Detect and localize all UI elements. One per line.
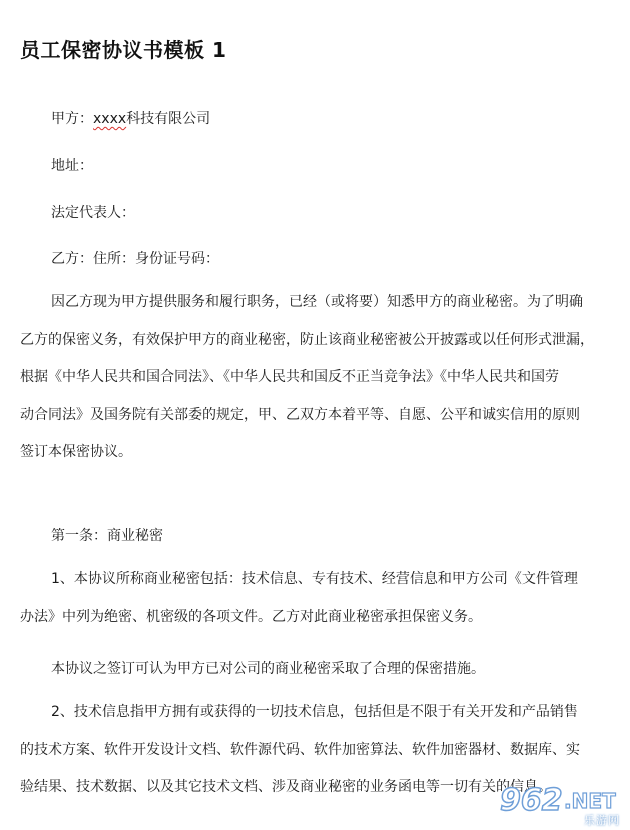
paragraph-line: 的技术方案、软件开发设计文档、软件源代码、软件加密算法、软件加密器材、数据库、实 (20, 741, 580, 758)
party-a-name-placeholder: xxxx (93, 111, 127, 127)
paragraph-line: 2、技术信息指甲方拥有或获得的一切技术信息，包括但是不限于有关开发和产品销售 (51, 704, 578, 720)
party-a-label: 甲方： (51, 111, 93, 127)
address-line: 地址： (51, 158, 93, 174)
paragraph-line: 乙方的保密义务，有效保护甲方的商业秘密，防止该商业秘密被公开披露或以任何形式泄漏， (20, 331, 594, 348)
intro-paragraph (20, 284, 610, 472)
paragraph-line: 动合同法》及国务院有关部委的规定，甲、乙双方本着平等、自愿、公平和诚实信用的原则 (20, 406, 580, 423)
watermark-logo (496, 782, 626, 816)
paragraph-line: 因乙方现为甲方提供服务和履行职务，已经（或将要）知悉甲方的商业秘密。为了明确 (51, 294, 583, 310)
paragraph-line: 1、本协议所称商业秘密包括：技术信息、专有技术、经营信息和甲方公司《文件管理 (51, 571, 578, 587)
party-a-line (51, 109, 210, 129)
article-1-heading: 第一条：商业秘密 (51, 528, 163, 544)
paragraph-line: 签订本保密协议。 (20, 444, 132, 460)
party-b-line: 乙方：住所：身份证号码： (51, 251, 219, 267)
watermark-brand: 962 (500, 783, 563, 816)
paragraph-line: 根据《中华人民共和国合同法》、《中华人民共和国反不正当竞争法》《中华人民共和国劳 (20, 369, 559, 385)
watermark-subtitle: 乐游网 (584, 814, 620, 827)
watermark-domain: .NET (564, 789, 616, 813)
paragraph-line: 办法》中列为绝密、机密级的各项文件。乙方对此商业秘密承担保密义务。 (20, 608, 482, 625)
document-title: 员工保密协议书模板 1 (20, 38, 227, 62)
legal-representative-line: 法定代表人： (51, 205, 135, 221)
clause-1-note: 本协议之签订可认为甲方已对公司的商业秘密采取了合理的保密措施。 (51, 661, 485, 677)
paragraph-line: 验结果、技术数据、以及其它技术文档、涉及商业秘密的业务函电等一切有关的信息。 (20, 779, 552, 795)
clause-1-paragraph (20, 561, 610, 636)
party-a-suffix: 科技有限公司 (126, 111, 211, 127)
site-watermark (496, 782, 626, 828)
